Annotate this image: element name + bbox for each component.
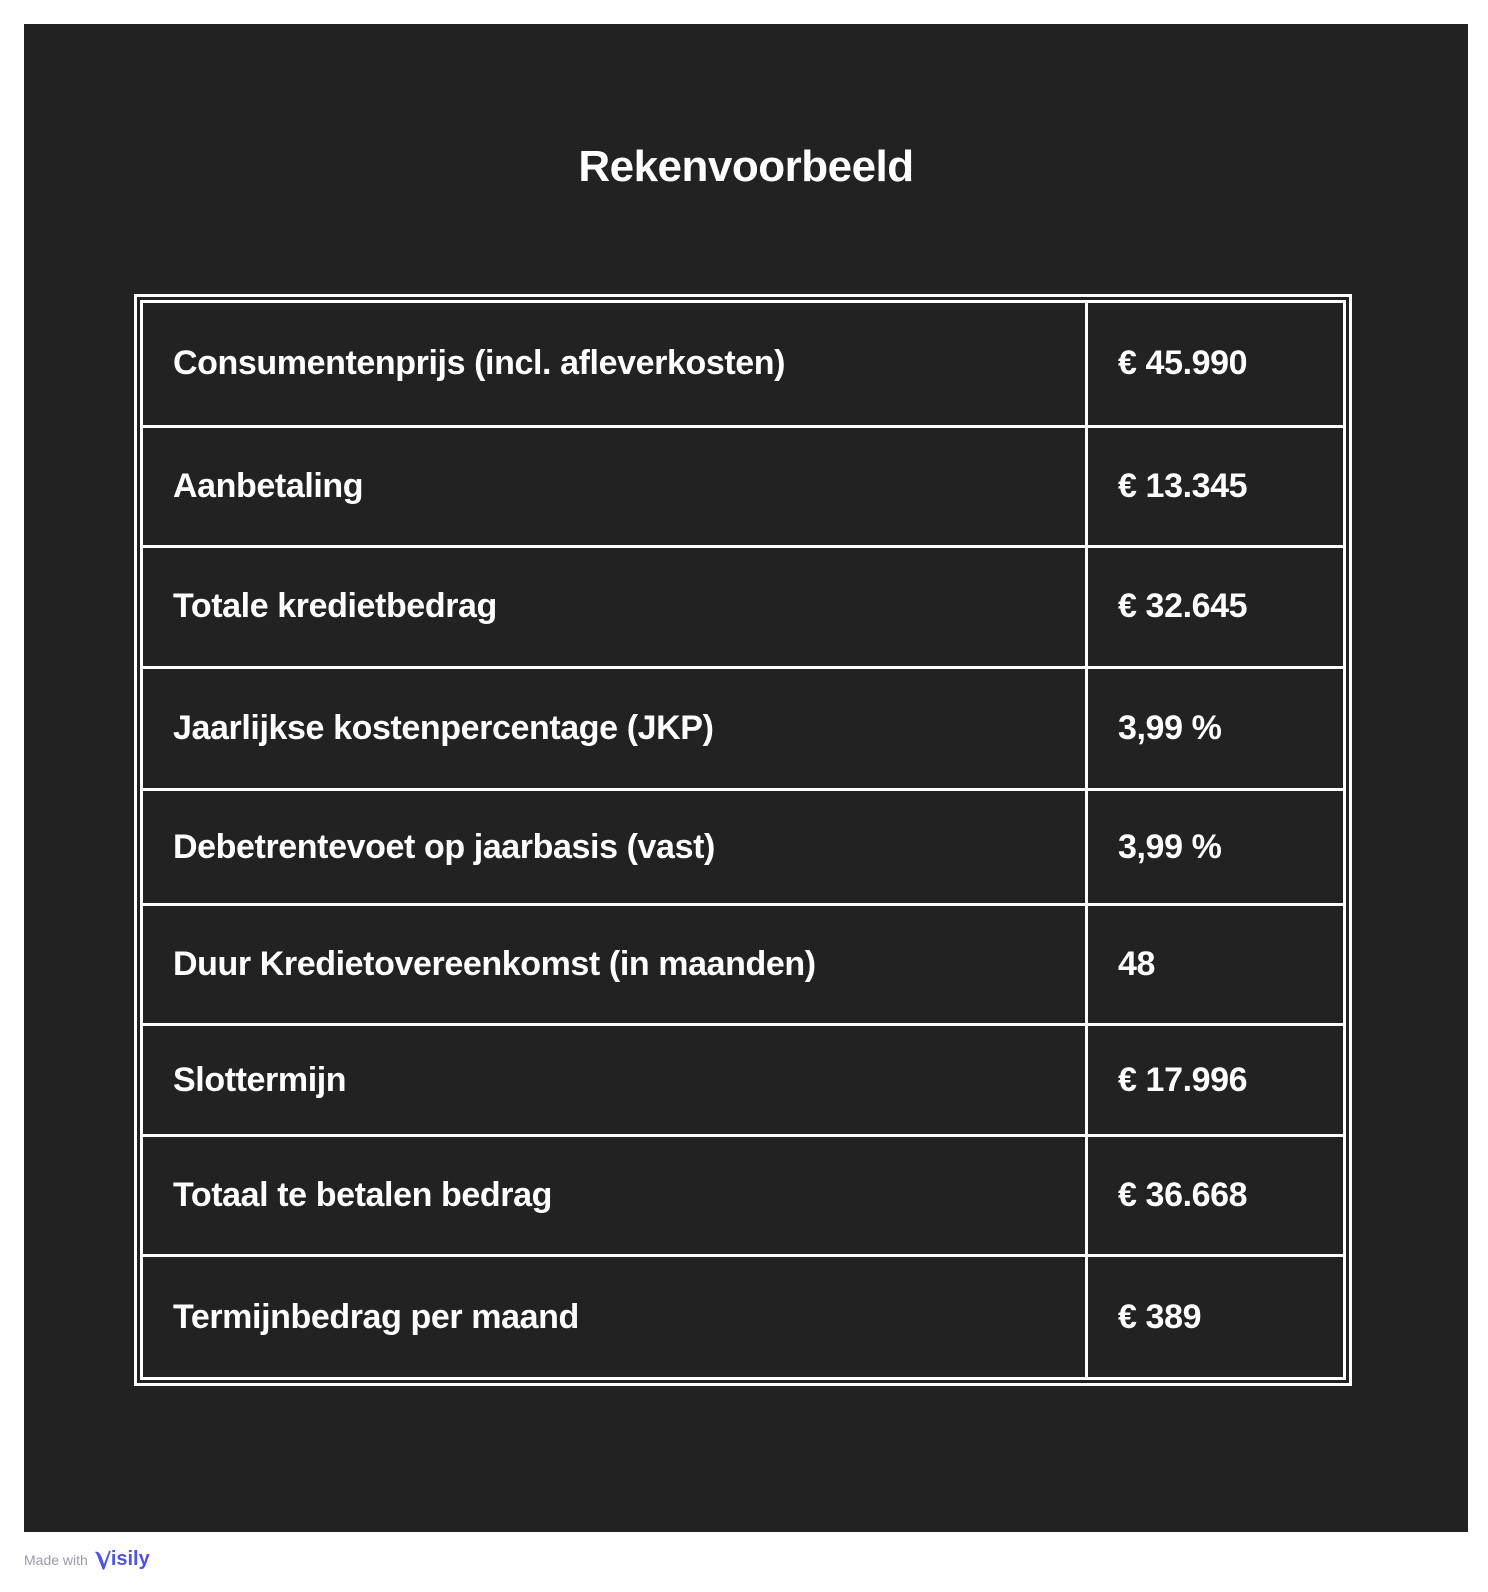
row-label: Jaarlijkse kostenpercentage (JKP) (142, 667, 1087, 790)
brand-logo[interactable] (94, 1548, 150, 1571)
row-label: Aanbetaling (142, 426, 1087, 547)
row-value: 48 (1087, 904, 1345, 1025)
row-label: Totaal te betalen bedrag (142, 1135, 1087, 1256)
row-label: Consumentenprijs (incl. afleverkosten) (142, 302, 1087, 427)
row-label: Debetrentevoet op jaarbasis (vast) (142, 790, 1087, 905)
row-label: Totale kredietbedrag (142, 547, 1087, 668)
row-value: 3,99 % (1087, 667, 1345, 790)
row-value: € 389 (1087, 1256, 1345, 1379)
table-row (142, 426, 1345, 547)
brand-name: isily (110, 1548, 150, 1570)
table-row (142, 790, 1345, 905)
page-title: Rekenvoorbeeld (578, 142, 914, 191)
row-value: € 17.996 (1087, 1025, 1345, 1136)
table-row (142, 302, 1345, 427)
table-row (142, 547, 1345, 668)
example-panel (24, 24, 1468, 1532)
row-value: € 36.668 (1087, 1135, 1345, 1256)
table-row (142, 904, 1345, 1025)
calculation-table (134, 294, 1352, 1386)
table-row (142, 1256, 1345, 1379)
row-value: € 13.345 (1087, 426, 1345, 547)
row-label: Termijnbedrag per maand (142, 1256, 1087, 1379)
made-with-footer[interactable] (24, 1548, 150, 1571)
table-row (142, 1025, 1345, 1136)
row-value: 3,99 % (1087, 790, 1345, 905)
brand-v-icon (94, 1549, 112, 1571)
row-value: € 32.645 (1087, 547, 1345, 668)
table-row (142, 667, 1345, 790)
row-label: Duur Kredietovereenkomst (in maanden) (142, 904, 1087, 1025)
table-row (142, 1135, 1345, 1256)
row-label: Slottermijn (142, 1025, 1087, 1136)
row-value: € 45.990 (1087, 302, 1345, 427)
made-with-label: Made with (24, 1551, 88, 1568)
